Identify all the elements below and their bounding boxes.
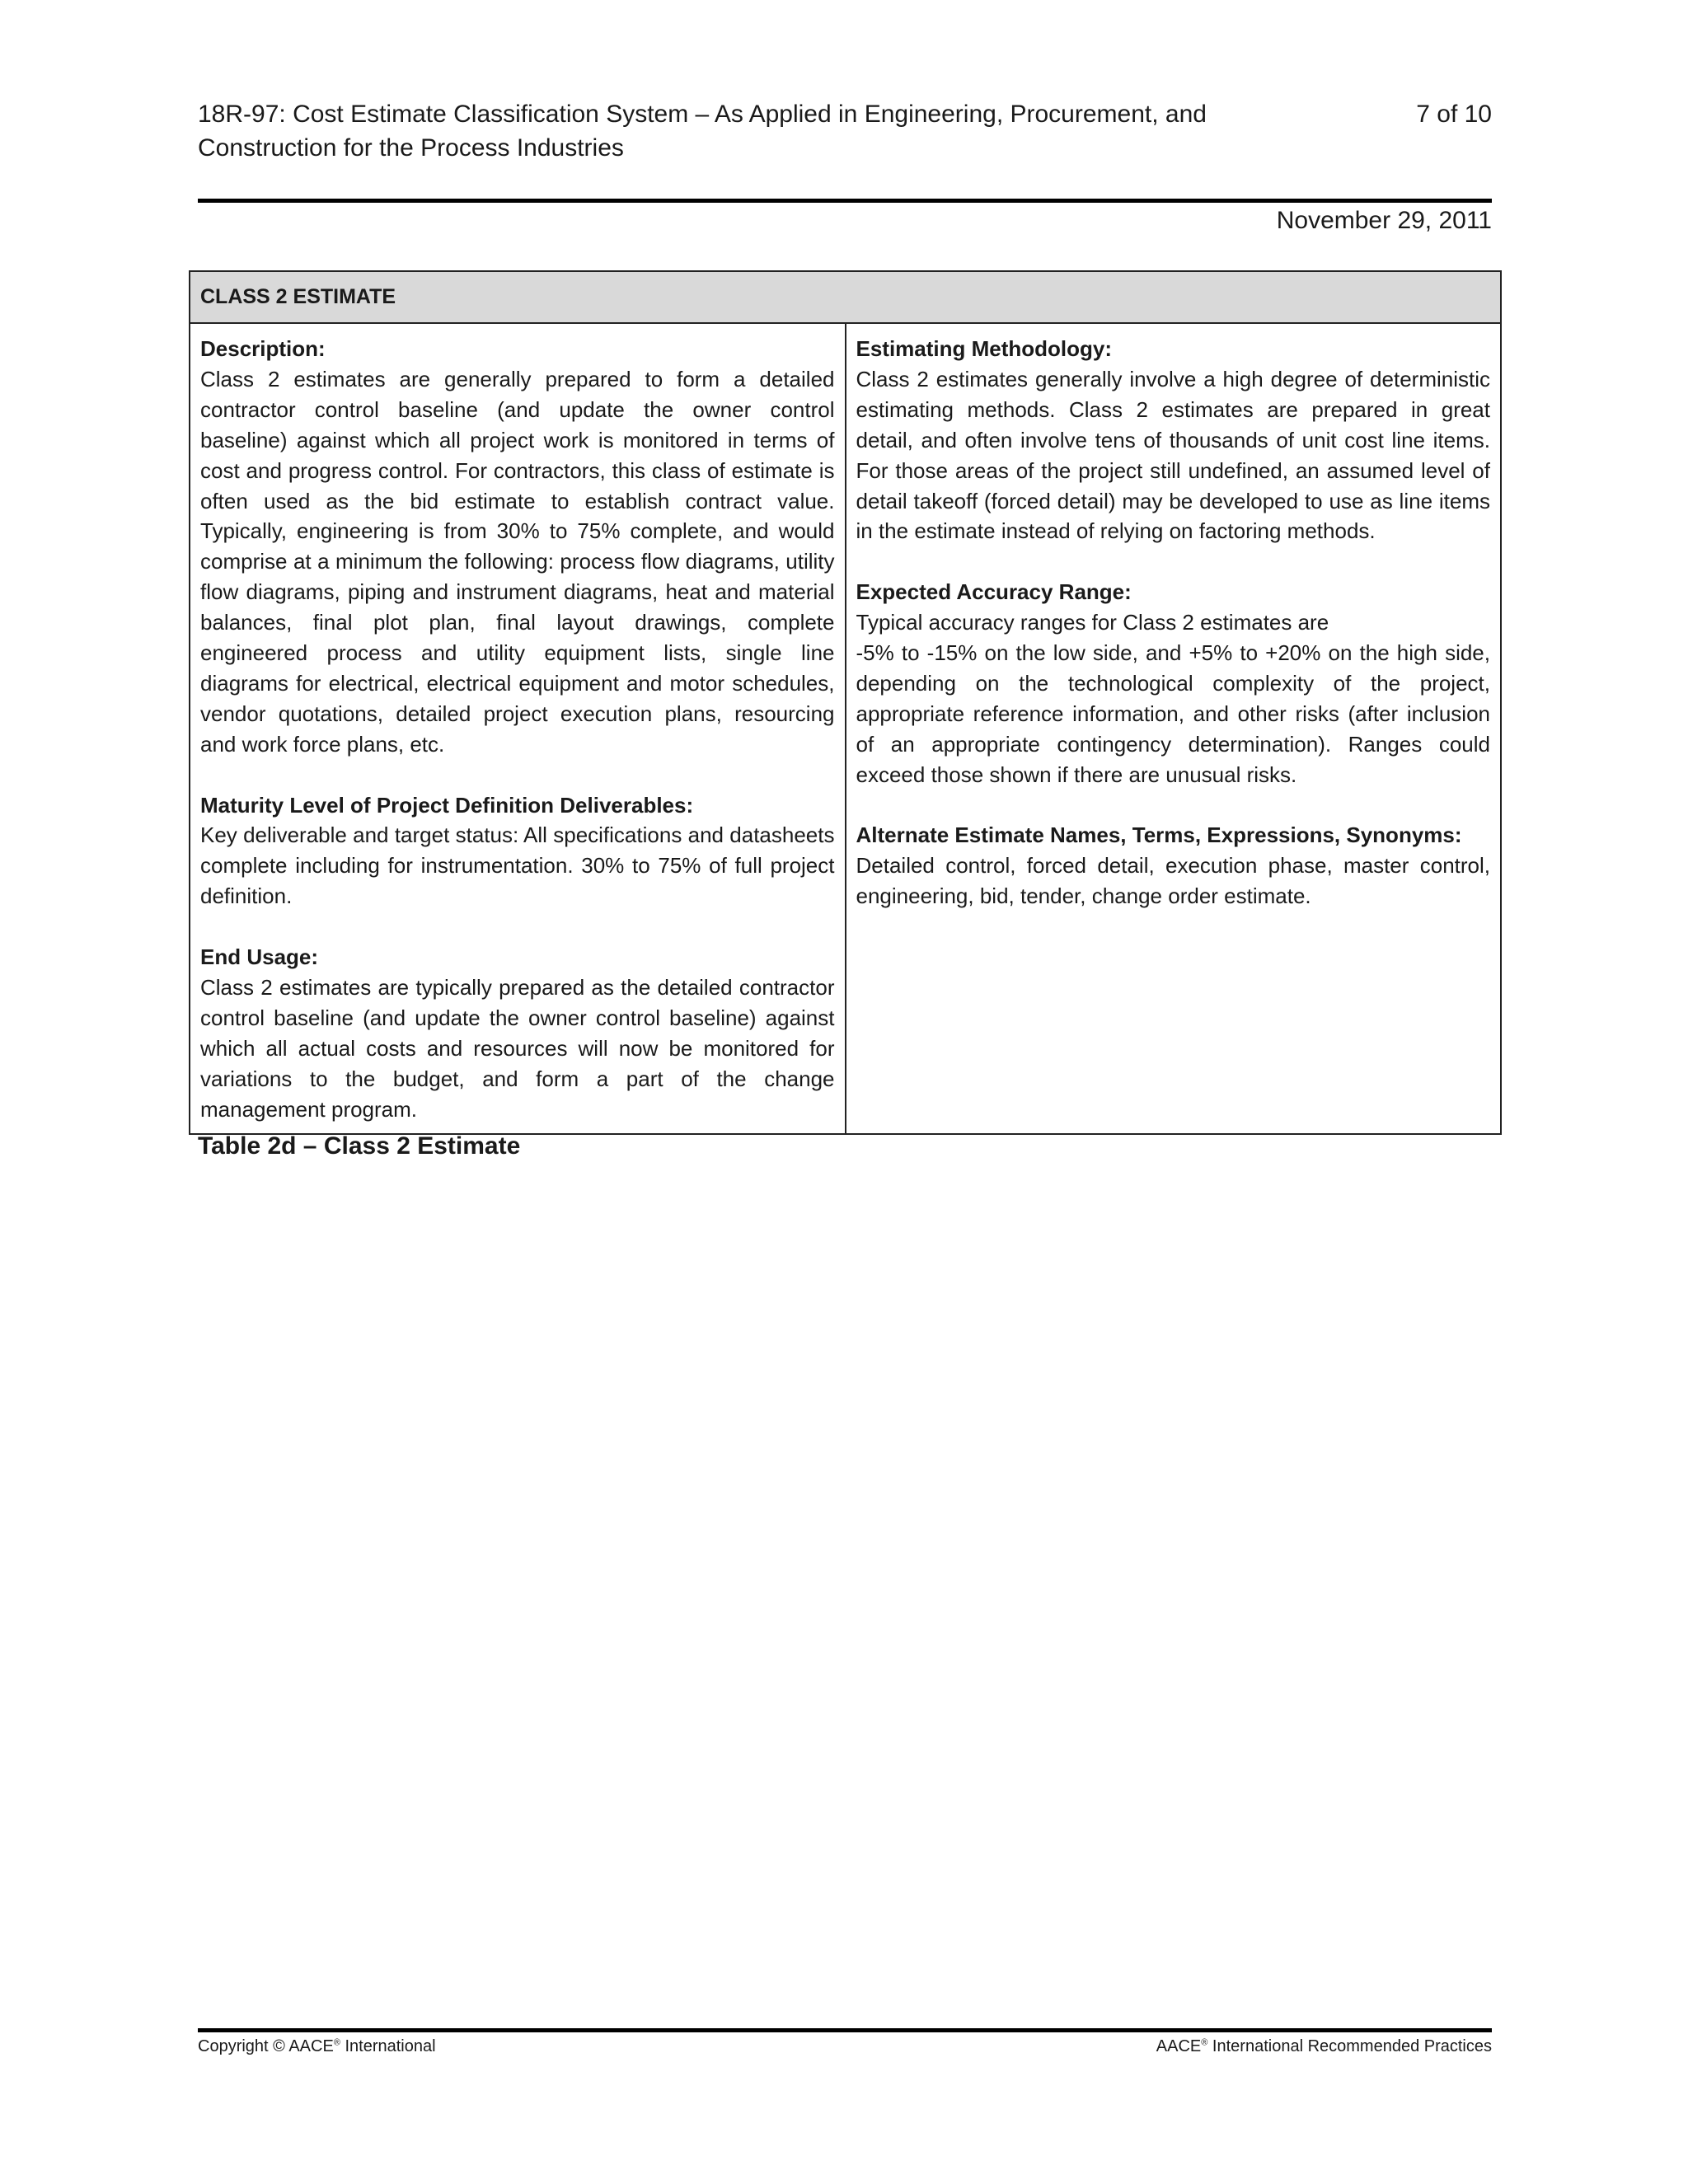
document-title (198, 97, 1302, 165)
right-cell (846, 323, 1502, 1134)
copyright-suffix: International (340, 2037, 436, 2055)
description-title: Description: (200, 336, 326, 361)
page-header (198, 97, 1492, 165)
footer-recommended-practices (1156, 2035, 1492, 2058)
methodology-title: Estimating Methodology: (856, 336, 1113, 361)
footer-right-suffix: International Recommended Practices (1207, 2037, 1492, 2055)
alternate-names-title: Alternate Estimate Names, Terms, Expressions, Synonyms: (856, 823, 1462, 848)
header-rule (198, 199, 1492, 203)
table-heading: CLASS 2 ESTIMATE (190, 271, 1501, 323)
copyright-prefix: Copyright © AACE (198, 2037, 334, 2055)
maturity-title: Maturity Level of Project Definition Deliverables: (200, 792, 694, 818)
registered-mark: ® (1201, 2037, 1208, 2048)
page-number: 7 of 10 (1416, 101, 1492, 128)
footer-right-prefix: AACE (1156, 2037, 1202, 2055)
description-text: Class 2 estimates are generally prepared to form a detailed contractor control baseline (and update the owner control baseline) against which all project work is monitored in terms of cost and progress control. For contractors, this class of estimate is often used as the bid estimate to establish contract value. Typically, engineering is from 30% to 75% complete, and would comprise at a minimum the following: process flow diagrams, utility flow diagrams, piping and instrument diagrams, heat and material balances, final plot plan, final layout drawings, complete engineered process and utility equipment lists, single line diagrams for electrical, electrical equipment and motor schedules, vendor quotations, detailed project execution plans, resourcing and work force plans, etc. (200, 366, 835, 757)
document-title-line1: 18R-97: Cost Estimate Classification System – As Applied in Engineering, Procurement, and (198, 101, 1207, 128)
registered-mark: ® (333, 2037, 340, 2048)
footer-rule (198, 2028, 1492, 2032)
table-caption: Table 2d – Class 2 Estimate (198, 1132, 521, 1160)
table-body-row (190, 323, 1501, 1134)
footer-copyright (198, 2035, 436, 2058)
document-date: November 29, 2011 (1276, 207, 1492, 234)
maturity-text: Key deliverable and target status: All specifications and datasheets complete including for instrumentation. 30% to 75% of full project definition. (200, 823, 835, 909)
left-cell (190, 323, 846, 1134)
table-header-row (190, 271, 1501, 323)
accuracy-title: Expected Accuracy Range: (856, 579, 1132, 605)
methodology-text: Class 2 estimates generally involve a high degree of deterministic estimating methods. Class 2 estimates are prepared in great detail, and often involve tens of thousands of unit cost line items. For those areas of the project still undefined, an assumed level of detail takeoff (forced detail) may be developed to use as line items in the estimate instead of relying on factoring methods. (856, 366, 1490, 544)
class-2-estimate-table (189, 270, 1502, 1135)
accuracy-text: -5% to -15% on the low side, and +5% to +20% on the high side, depending on the technological complexity of the project, appropriate reference information, and other risks (after inclusion of an appropriate contingency determination). Ranges could exceed those shown if there are unusual risks. (856, 640, 1490, 787)
end-usage-text: Class 2 estimates are typically prepared as the detailed contractor control baseline (and update the owner control baseline) against which all actual costs and resources will now be monitored for variations to the budget, and form a part of the change management program. (200, 975, 835, 1122)
end-usage-title: End Usage: (200, 944, 319, 970)
document-title-line2: Construction for the Process Industries (198, 134, 624, 162)
accuracy-intro: Typical accuracy ranges for Class 2 estimates are (856, 610, 1329, 635)
alternate-names-text: Detailed control, forced detail, execution phase, master control, engineering, bid, tender, change order estimate. (856, 853, 1490, 909)
